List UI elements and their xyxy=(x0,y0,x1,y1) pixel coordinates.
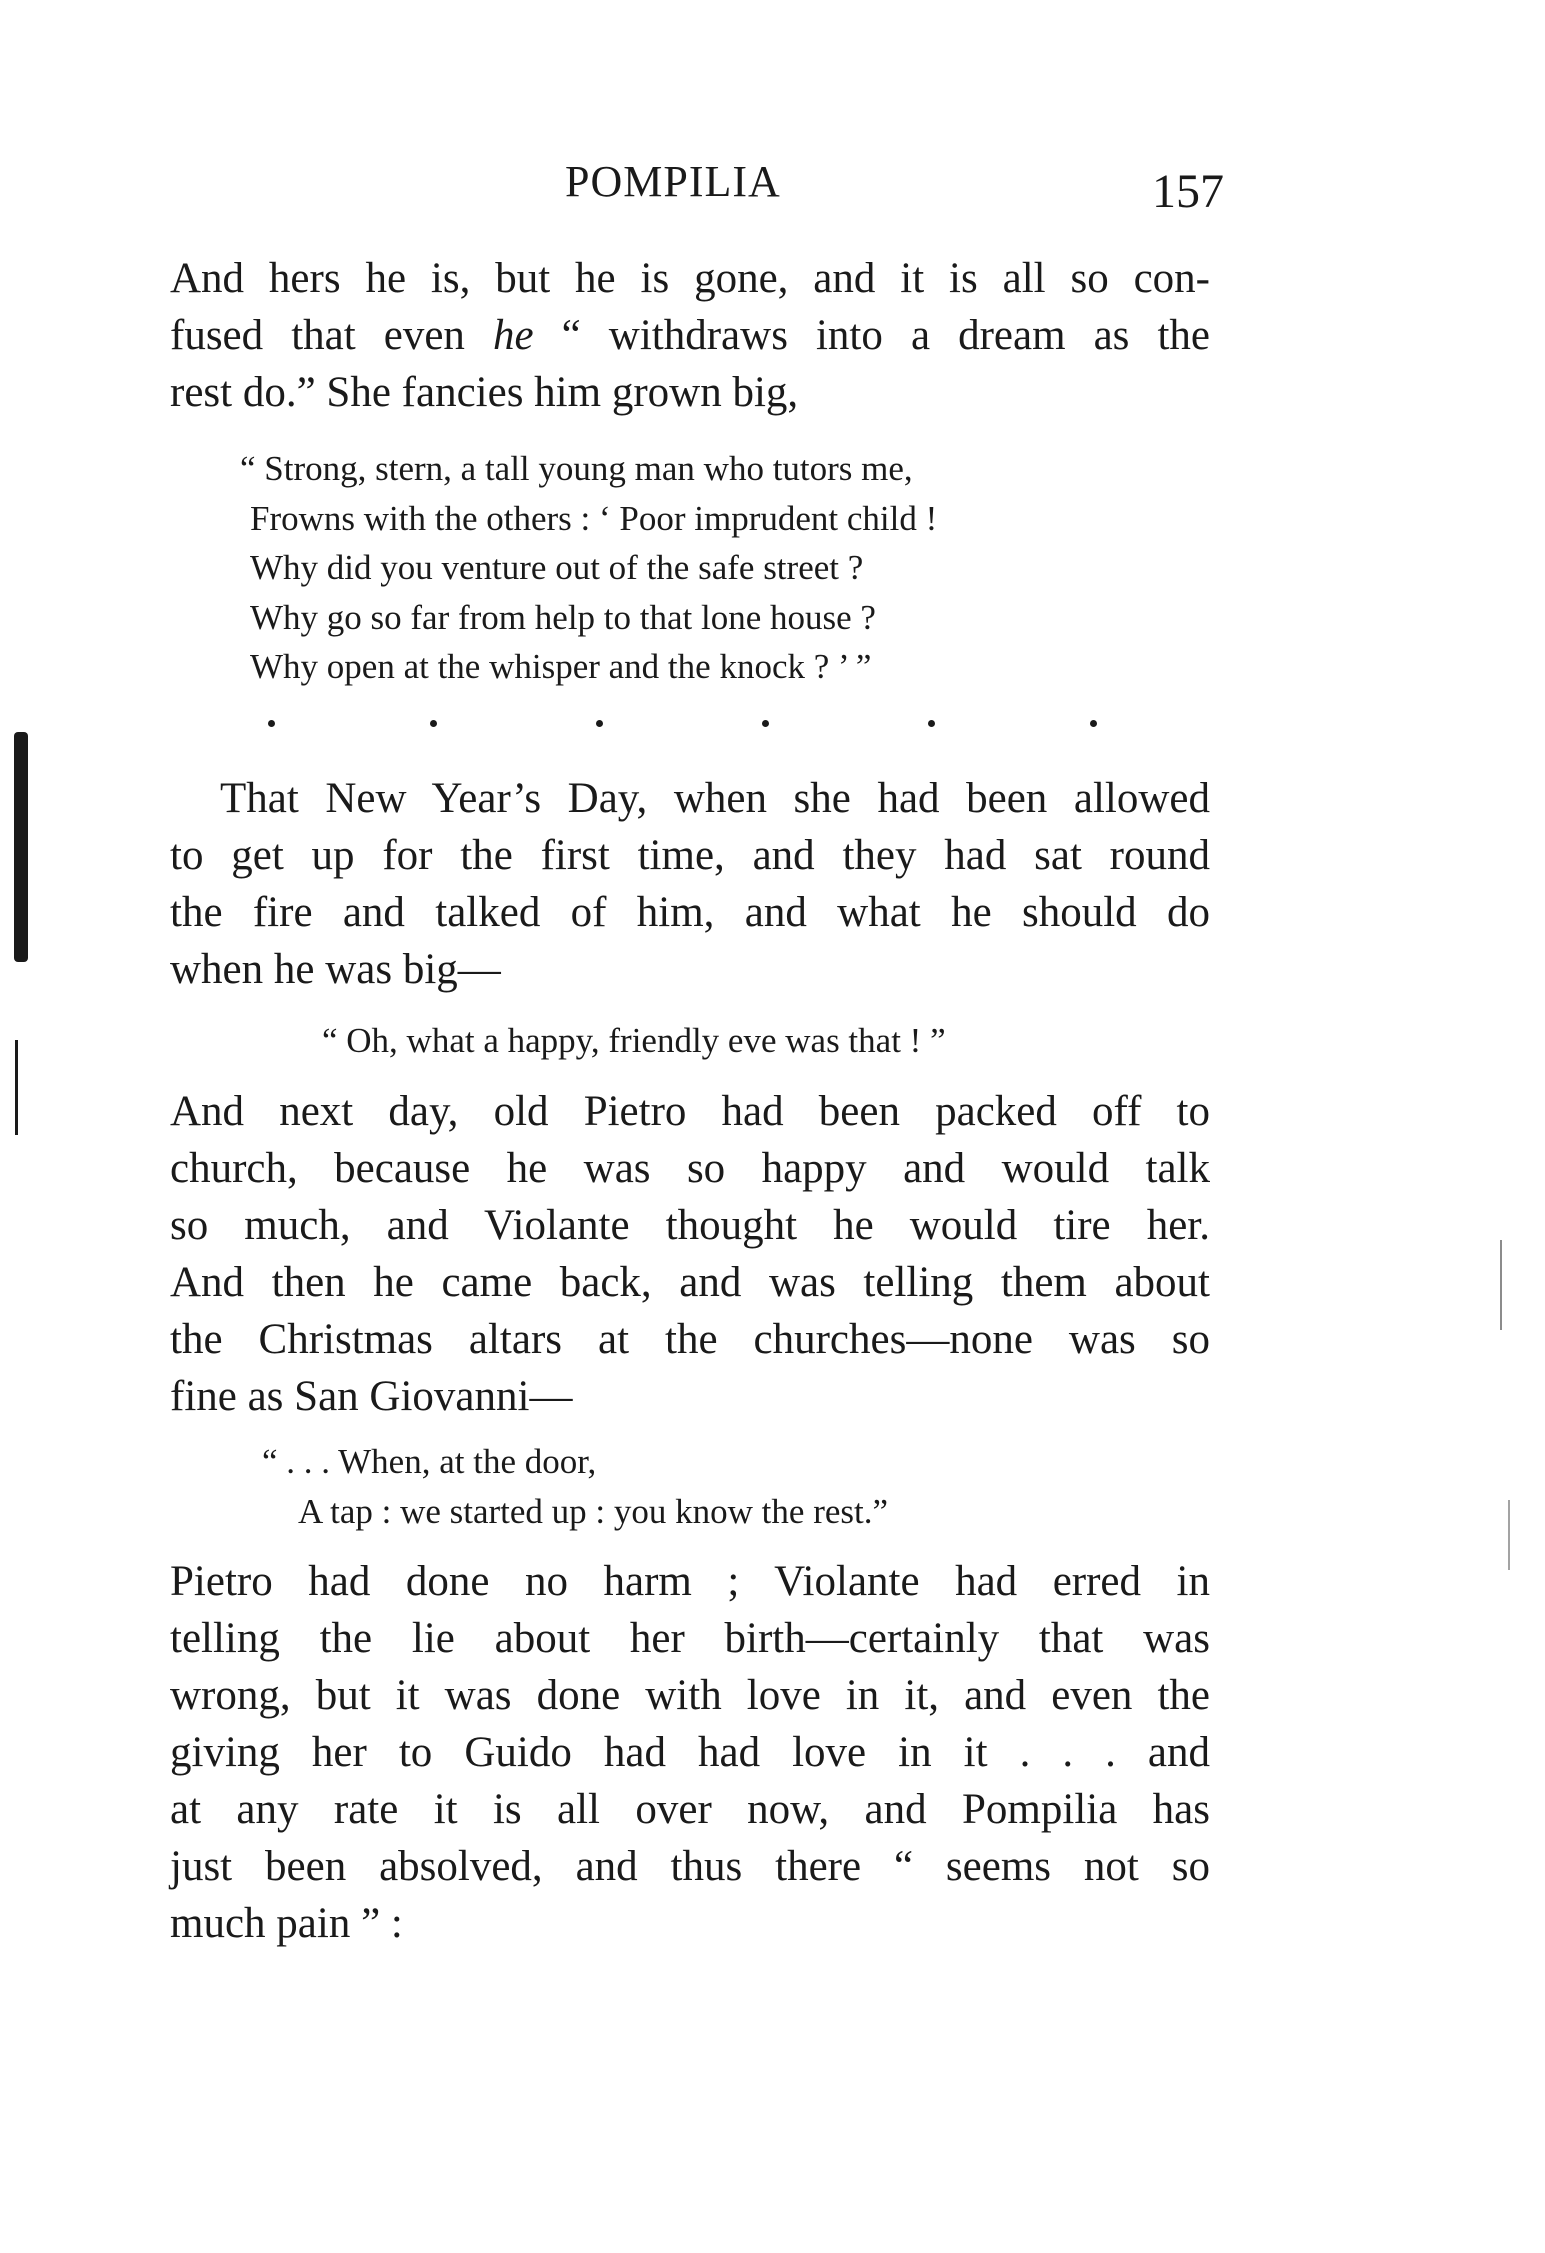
text-segment: “ withdraws into a dream as the xyxy=(533,312,1210,359)
emphasis-he: he xyxy=(492,312,534,359)
page-number: 157 xyxy=(1152,165,1224,218)
text-line: just been absolved, and thus there “ seems not so xyxy=(170,1843,1210,1890)
scan-artifact-line xyxy=(1500,1240,1502,1330)
text-line: at any rate it is all over now, and Pompilia has xyxy=(170,1786,1210,1833)
scan-artifact-line xyxy=(1508,1500,1510,1570)
verse-quote-2 xyxy=(322,1016,946,1066)
dot xyxy=(430,720,437,727)
verse-line: Why go so far from help to that lone house ? xyxy=(250,597,876,637)
paragraph-2 xyxy=(170,770,1210,998)
text-line: rest do.” She fancies him grown big, xyxy=(170,369,799,416)
dot xyxy=(268,720,275,727)
text-line: And then he came back, and was telling them about xyxy=(170,1259,1210,1306)
text-line: much pain ” : xyxy=(170,1900,403,1947)
verse-line: Why open at the whisper and the knock ? ’ ” xyxy=(250,647,872,686)
text-line: the fire and talked of him, and what he should do xyxy=(170,889,1210,936)
scan-artifact-line xyxy=(15,1040,18,1135)
text-line xyxy=(170,307,1210,364)
verse-line: A tap : we started up : you know the rest.” xyxy=(298,1491,889,1531)
text-line: church, because he was so happy and would talk xyxy=(170,1145,1210,1192)
text-line: And next day, old Pietro had been packed off to xyxy=(170,1088,1210,1135)
verse-line: “ . . . When, at the door, xyxy=(262,1442,597,1481)
text-line: fine as San Giovanni— xyxy=(170,1373,573,1420)
text-line: Pietro had done no harm ; Violante had erred in xyxy=(170,1558,1210,1605)
verse-line: “ Oh, what a happy, friendly eve was that ! ” xyxy=(322,1021,946,1060)
text-line: so much, and Violante thought he would tire her. xyxy=(170,1202,1210,1249)
verse-line: “ Strong, stern, a tall young man who tutors me, xyxy=(240,449,913,488)
text-line: And hers he is, but he is gone, and it is all so con- xyxy=(170,255,1210,302)
dot xyxy=(928,720,935,727)
paragraph-3 xyxy=(170,1083,1210,1425)
verse-quote-1 xyxy=(240,444,937,692)
dot xyxy=(596,720,603,727)
text-line: giving her to Guido had had love in it . . . and xyxy=(170,1729,1210,1776)
text-line: when he was big— xyxy=(170,946,501,993)
running-title: POMPILIA xyxy=(565,157,781,206)
text-line: wrong, but it was done with love in it, and even the xyxy=(170,1672,1210,1719)
dot xyxy=(1090,720,1097,727)
dot xyxy=(762,720,769,727)
verse-line: Why did you venture out of the safe street ? xyxy=(250,548,864,587)
text-line: telling the lie about her birth—certainly that was xyxy=(170,1615,1210,1662)
text-line: the Christmas altars at the churches—none was so xyxy=(170,1316,1210,1363)
paragraph-4 xyxy=(170,1553,1210,1952)
scan-artifact-mark xyxy=(14,732,28,962)
text-line: That New Year’s Day, when she had been allowed xyxy=(220,775,1210,822)
verse-quote-3 xyxy=(262,1437,888,1536)
text-segment: fused that even xyxy=(170,312,493,359)
paragraph-1 xyxy=(170,250,1210,421)
verse-line: Frowns with the others : ‘ Poor imprudent child ! xyxy=(250,498,938,538)
text-line: to get up for the first time, and they had sat round xyxy=(170,832,1210,879)
section-break-dots xyxy=(268,712,1098,736)
